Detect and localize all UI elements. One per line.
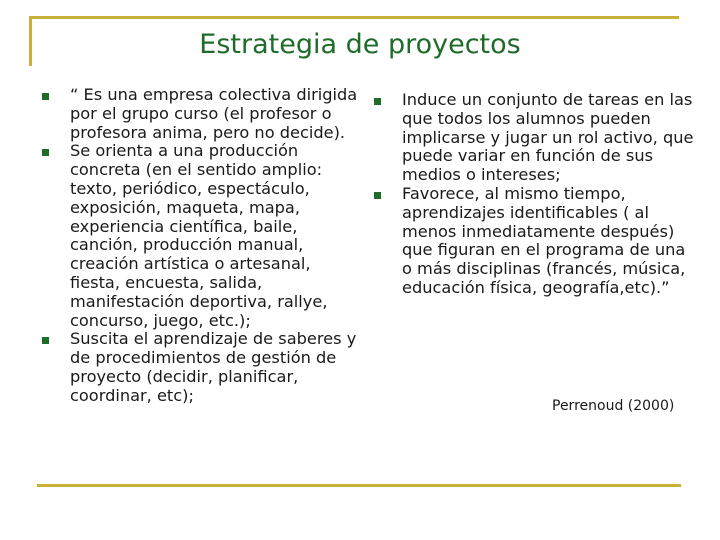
left-bullet-list bbox=[38, 86, 360, 406]
top-border-line bbox=[29, 16, 679, 19]
list-item bbox=[38, 86, 360, 142]
list-item bbox=[38, 142, 360, 330]
citation: Perrenoud (2000) bbox=[552, 398, 675, 414]
list-item bbox=[370, 91, 700, 185]
square-bullet-icon bbox=[42, 149, 49, 156]
right-bullet-list bbox=[370, 91, 700, 298]
list-item bbox=[38, 330, 360, 405]
list-item-text: Suscita el aprendizaje de saberes y de procedimientos de gestión de proyecto (decidir, planificar, coordinar, etc); bbox=[70, 329, 357, 405]
list-item-text: Favorece, al mismo tiempo, aprendizajes identificables ( al menos inmediatamente después) que figuran en el programa de una o más disciplinas (francés, música, educación física, geografía,etc).” bbox=[402, 183, 686, 297]
list-item-text: Induce un conjunto de tareas en las que todos los alumnos pueden implicarse y jugar un rol activo, que puede variar en función de sus medios o intereses; bbox=[402, 90, 694, 185]
square-bullet-icon bbox=[42, 93, 49, 100]
slide-title: Estrategia de proyectos bbox=[199, 29, 521, 60]
square-bullet-icon bbox=[42, 337, 49, 344]
bottom-border-line bbox=[37, 484, 681, 487]
list-item-text: Se orienta a una producción concreta (en el sentido amplio: texto, periódico, espectáculo, exposición, maqueta, mapa, experiencia científica, baile, canción, producción manual, creación artística o artesanal, fiesta, encuesta, salida, manifestación deportiva, rallye, concurso, juego, etc.); bbox=[70, 141, 328, 330]
square-bullet-icon bbox=[374, 192, 381, 199]
list-item-text: “ Es una empresa colectiva dirigida por el grupo curso (el profesor o profesora anima, pero no decide). bbox=[70, 85, 358, 142]
list-item bbox=[370, 185, 700, 298]
square-bullet-icon bbox=[374, 98, 381, 105]
